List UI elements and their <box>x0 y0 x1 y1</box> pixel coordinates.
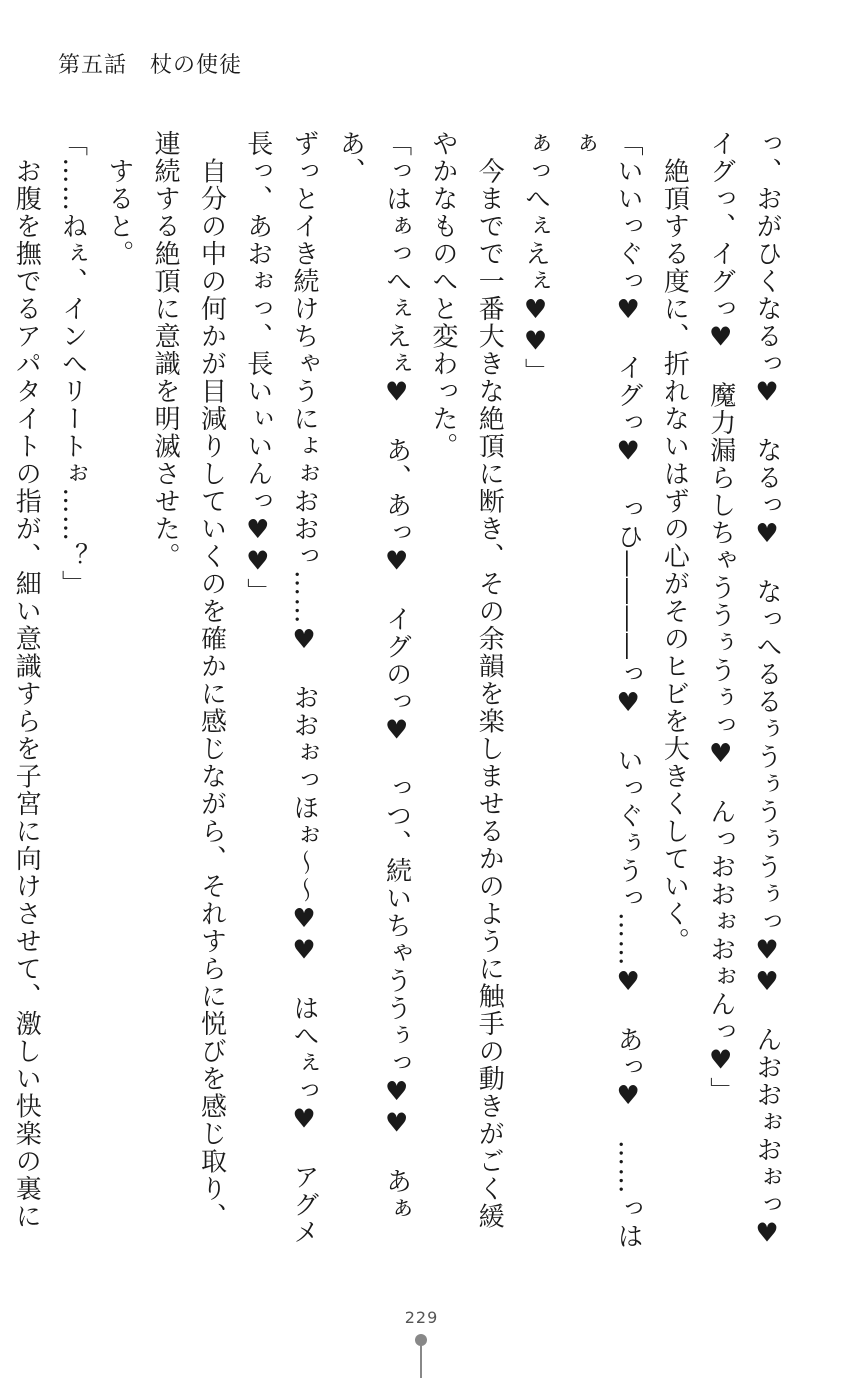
text-line: 連続する絶頂に意識を明滅させた。 <box>150 130 181 570</box>
text-line: 「……ねぇ、インへリートぉ……？」 <box>57 130 88 598</box>
text-line: ぁっへぇえぇ♥♥」 <box>520 130 551 386</box>
text-line: 長っ、あおぉっ、長いぃいんっ♥♥」 <box>242 130 273 606</box>
text-line: ずっとイき続けちゃうにょぉおおっ……♥ おおぉっほぉ～～♥♥ はへぇっ♥ アグメ <box>289 130 320 1246</box>
text-line: すると。 <box>103 130 134 268</box>
text-line: っ、おがひくなるっ♥ なるっ♥ なっへるるぅうぅうぅうぅっ♥♥ んおおぉおぉっ♥ <box>752 130 782 1250</box>
text-line: 「っはぁっへぇえぇ♥ あ、あっ♥ イグのっ♥ っつ、続いちゃううぅっ♥♥ あぁあ、 <box>335 130 412 1223</box>
body-text <box>11 130 790 1250</box>
text-line: 今までで一番大きな絶頂に断き、その余韻を楽しませるかのように触手の動きがごく緩 <box>474 130 505 1230</box>
page-footer <box>0 1308 843 1327</box>
text-line: 絶頂する度に、折れないはずの心がそのヒビを大きくしていく。 <box>659 130 690 955</box>
text-line: お腹を撫でるアパタイトの指が、細い意識すらを子宮に向けさせて、激しい快楽の裏に <box>11 130 42 1230</box>
page-marker-line <box>420 1344 422 1378</box>
text-line: 自分の中の何かが目減りしていくのを確かに感じながら、それすらに悦びを感じ取り、 <box>196 130 227 1230</box>
chapter-title: 第五話 杖の使徒 <box>58 53 243 78</box>
page-number: 229 <box>404 1308 439 1327</box>
text-line: やかなものへと変わった。 <box>427 130 458 460</box>
text-line: イグっ、イグっ♥ 魔力漏らしちゃううぅうぅっ♥ んっおおぉおぉんっ♥」 <box>705 130 736 1105</box>
text-line: 「いいっぐっ♥ イグっ♥ っひ――――っ♥ いっぐぅうっ……♥ あっ♥ ……っはぁ <box>566 130 644 1250</box>
